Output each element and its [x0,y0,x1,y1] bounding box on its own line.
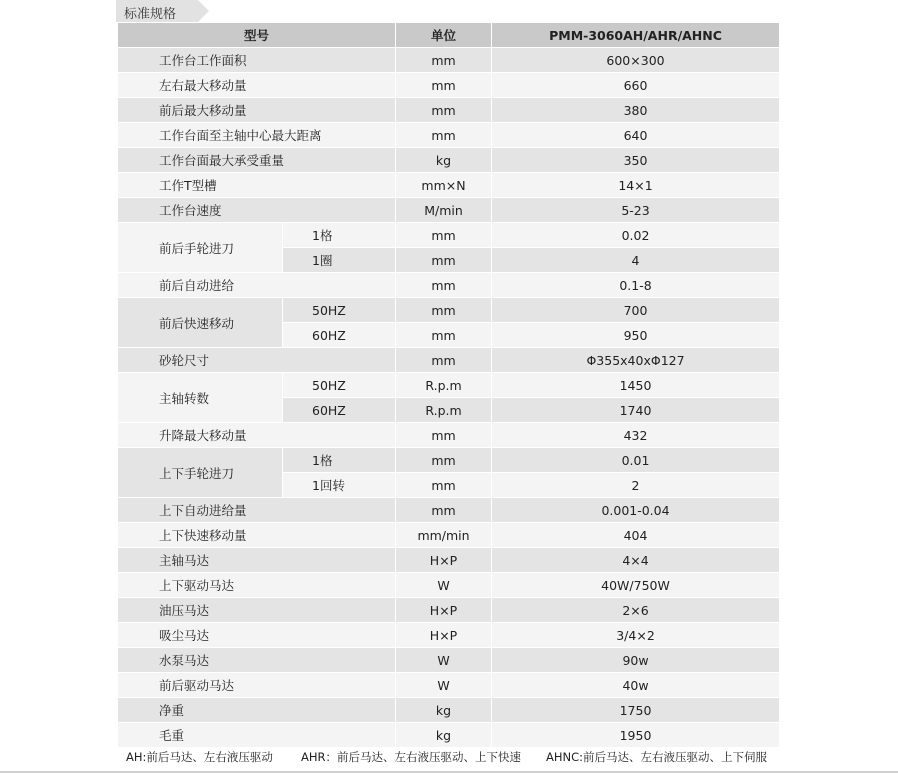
row-value: 1740 [492,398,780,423]
table-row [118,423,780,448]
row-sub: 1格 [283,448,396,473]
row-name: 主轴转数 [118,373,283,423]
row-unit: mm [396,298,492,323]
row-value: 3/4×2 [492,623,780,648]
footnote-ahr: AHR：前后马达、左右液压驱动、上下快速 [301,750,522,764]
row-unit: R.p.m [396,398,492,423]
row-name: 水泵马达 [118,648,396,673]
table-row [118,648,780,673]
table-row [118,698,780,723]
row-value: 350 [492,148,780,173]
row-unit: W [396,673,492,698]
row-value: 40w [492,673,780,698]
row-unit: kg [396,148,492,173]
row-sub: 60HZ [283,398,396,423]
row-unit: mm [396,98,492,123]
row-value: 432 [492,423,780,448]
row-unit: mm [396,223,492,248]
footnote-ahnc: AHNC:前后马达、左右液压驱动、上下伺服 [546,750,768,764]
spec-table-wrapper [117,22,779,748]
row-name: 油压马达 [118,598,396,623]
row-unit: M/min [396,198,492,223]
row-name: 上下自动进给量 [118,498,396,523]
row-unit: mm [396,48,492,73]
row-value: 380 [492,98,780,123]
row-unit: mm [396,498,492,523]
row-value: 90w [492,648,780,673]
row-value: 4 [492,248,780,273]
table-row [118,448,780,473]
row-name: 上下手轮进刀 [118,448,283,498]
table-row [118,198,780,223]
row-name: 毛重 [118,723,396,748]
row-value: 1450 [492,373,780,398]
row-value: 0.02 [492,223,780,248]
table-row [118,173,780,198]
row-name: 左右最大移动量 [118,73,396,98]
row-name: 工作台面至主轴中心最大距离 [118,123,396,148]
row-value: 14×1 [492,173,780,198]
row-value: 5-23 [492,198,780,223]
row-value: 0.01 [492,448,780,473]
row-sub: 1圈 [283,248,396,273]
row-value: 0.1-8 [492,273,780,298]
row-unit: R.p.m [396,373,492,398]
row-unit: kg [396,698,492,723]
table-row [118,98,780,123]
row-unit: W [396,573,492,598]
row-value: 1950 [492,723,780,748]
row-value: 600×300 [492,48,780,73]
row-name: 前后最大移动量 [118,98,396,123]
row-unit: H×P [396,598,492,623]
table-row [118,273,780,298]
row-sub: 50HZ [283,373,396,398]
table-row [118,548,780,573]
table-row [118,73,780,98]
row-unit: mm/min [396,523,492,548]
row-unit: mm [396,123,492,148]
table-row [118,48,780,73]
row-name: 砂轮尺寸 [118,348,396,373]
row-unit: mm [396,448,492,473]
table-row [118,573,780,598]
row-value: 1750 [492,698,780,723]
row-name: 净重 [118,698,396,723]
table-row [118,598,780,623]
row-name: 升降最大移动量 [118,423,396,448]
header-unit: 单位 [396,23,492,48]
row-unit: mm [396,273,492,298]
bottom-divider [0,771,898,773]
table-row [118,148,780,173]
row-value: 700 [492,298,780,323]
spec-table [117,22,780,748]
table-row [118,498,780,523]
row-name: 工作T型槽 [118,173,396,198]
row-unit: mm [396,348,492,373]
row-name: 前后驱动马达 [118,673,396,698]
table-row [118,723,780,748]
row-value: 2×6 [492,598,780,623]
row-unit: mm [396,248,492,273]
section-title: 标准规格 [124,7,177,22]
table-row [118,523,780,548]
row-value: 40W/750W [492,573,780,598]
row-value: 404 [492,523,780,548]
table-row [118,623,780,648]
table-row [118,123,780,148]
header-value: PMM-3060AH/AHR/AHNC [492,23,780,48]
row-unit: H×P [396,548,492,573]
row-unit: kg [396,723,492,748]
row-name: 上下驱动马达 [118,573,396,598]
row-name: 前后自动进给 [118,273,396,298]
table-row [118,223,780,248]
row-value: 660 [492,73,780,98]
table-row [118,673,780,698]
row-unit: mm [396,423,492,448]
row-value: 2 [492,473,780,498]
row-value: 4×4 [492,548,780,573]
header-model: 型号 [118,23,396,48]
row-sub: 1格 [283,223,396,248]
row-sub: 50HZ [283,298,396,323]
row-unit: mm [396,73,492,98]
table-row [118,348,780,373]
row-name: 工作台速度 [118,198,396,223]
row-name: 吸尘马达 [118,623,396,648]
table-row [118,298,780,323]
row-unit: W [396,648,492,673]
row-unit: mm [396,323,492,348]
row-name: 主轴马达 [118,548,396,573]
row-value: Φ355x40xΦ127 [492,348,780,373]
row-name: 前后手轮进刀 [118,223,283,273]
footnote-ah: AH:前后马达、左右液压驱动 [126,750,273,764]
row-value: 0.001-0.04 [492,498,780,523]
row-name: 工作台工作面积 [118,48,396,73]
row-unit: mm×N [396,173,492,198]
row-unit: H×P [396,623,492,648]
row-sub: 1回转 [283,473,396,498]
row-value: 640 [492,123,780,148]
row-name: 上下快速移动量 [118,523,396,548]
row-value: 950 [492,323,780,348]
header-row [118,23,780,48]
row-sub: 60HZ [283,323,396,348]
table-row [118,373,780,398]
row-unit: mm [396,473,492,498]
row-name: 前后快速移动 [118,298,283,348]
row-name: 工作台面最大承受重量 [118,148,396,173]
